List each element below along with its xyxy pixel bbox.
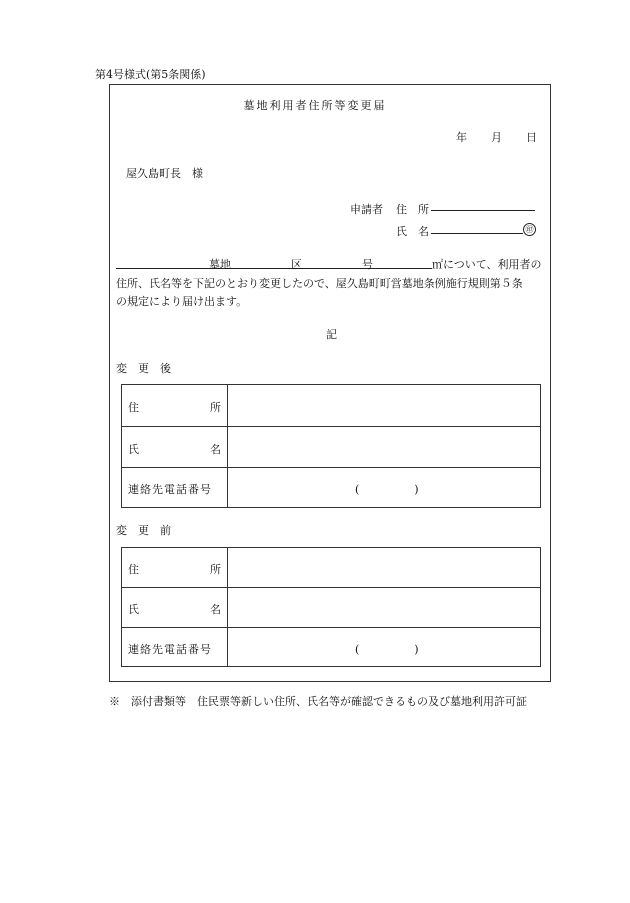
before-table: [121, 547, 541, 667]
plot-number-label: 号: [362, 258, 373, 271]
before-address-label-1: 住: [128, 563, 139, 576]
before-heading: 変 更 前: [116, 524, 171, 537]
after-heading: 変 更 後: [116, 362, 171, 375]
before-phone-row: [122, 627, 540, 666]
before-address-row: [122, 548, 540, 587]
applicant-role: 申請者: [350, 203, 383, 216]
after-phone-row: [122, 467, 540, 507]
address-label: 住 所: [396, 203, 429, 216]
body-text-line-3: の規定により届け出ます。: [116, 295, 248, 308]
plot-cemetery-label: 墓地: [209, 258, 231, 271]
before-address-field[interactable]: [228, 548, 542, 587]
address-input-line[interactable]: [431, 210, 535, 211]
plot-area-label: ㎡について、利用者の: [432, 258, 542, 271]
before-address-label-2: 所: [210, 563, 221, 576]
before-name-field[interactable]: [228, 588, 542, 627]
form-title: 墓地利用者住所等変更届: [243, 99, 387, 112]
after-name-field[interactable]: [228, 427, 542, 467]
ki-heading: 記: [326, 328, 337, 341]
name-label: 氏 名: [396, 225, 429, 238]
after-table: [121, 384, 541, 508]
date-month-label: 月: [491, 131, 502, 144]
plot-section-label: 区: [291, 258, 302, 271]
after-phone-label: 連絡先電話番号: [128, 483, 212, 496]
after-name-row: [122, 426, 540, 467]
after-name-label-1: 氏: [128, 443, 139, 456]
before-name-label-1: 氏: [128, 603, 139, 616]
after-name-label-2: 名: [210, 443, 221, 456]
date-year-label: 年: [456, 131, 467, 144]
after-address-row: [122, 385, 540, 426]
name-input-line[interactable]: [431, 233, 523, 234]
body-text-line-2: 住所、氏名等を下記のとおり変更したので、屋久島町町営墓地条例施行規則第５条: [116, 277, 523, 290]
after-phone-parens[interactable]: ( ): [355, 483, 419, 496]
attachment-note: ※ 添付書類等 住民票等新しい住所、氏名等が確認できるもの及び墓地利用許可証: [109, 695, 527, 708]
before-phone-label: 連絡先電話番号: [128, 643, 212, 656]
after-address-field[interactable]: [228, 385, 542, 426]
form-number-label: 第4号様式(第5条関係): [95, 68, 206, 81]
addressee: 屋久島町長 様: [126, 167, 203, 180]
before-name-label-2: 名: [210, 603, 221, 616]
date-day-label: 日: [526, 131, 537, 144]
before-phone-parens[interactable]: ( ): [355, 643, 419, 656]
seal-mark: ㊞: [523, 223, 536, 236]
before-name-row: [122, 587, 540, 627]
after-address-label-1: 住: [128, 401, 139, 414]
after-address-label-2: 所: [210, 401, 221, 414]
plot-input-line[interactable]: [116, 268, 432, 269]
